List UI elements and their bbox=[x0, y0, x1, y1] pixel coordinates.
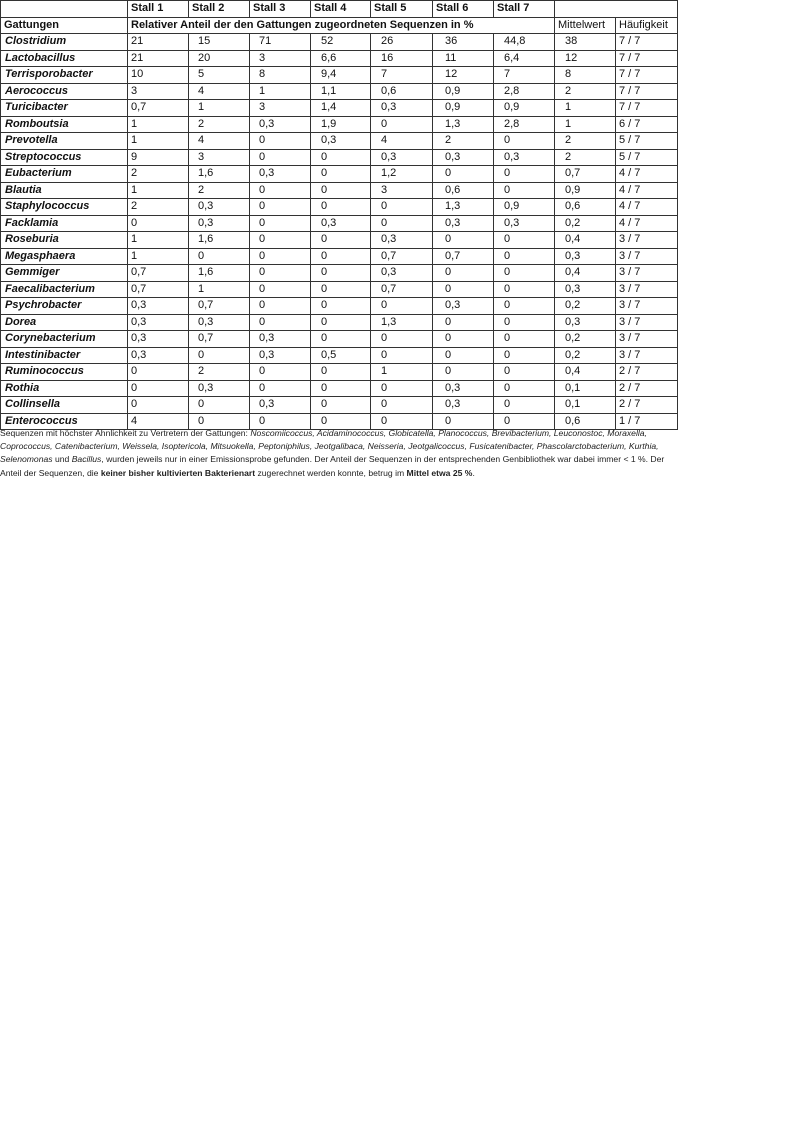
genus-name-cell: Megasphaera bbox=[1, 248, 128, 265]
stall-1-value-cell: 2 bbox=[128, 166, 189, 183]
genus-name-cell: Rothia bbox=[1, 380, 128, 397]
frequency-cell: 7 / 7 bbox=[616, 100, 678, 117]
stall-5-value-cell: 26 bbox=[371, 34, 433, 51]
stall-6-value-cell: 0,6 bbox=[433, 182, 494, 199]
mean-value-cell: 2 bbox=[555, 149, 616, 166]
stall-6-value-cell: 12 bbox=[433, 67, 494, 84]
stall-3-value-cell: 0 bbox=[250, 298, 311, 315]
genus-name-cell: Corynebacterium bbox=[1, 331, 128, 348]
stall-3-value-cell: 0 bbox=[250, 413, 311, 430]
stall-7-value-cell: 0,3 bbox=[494, 215, 555, 232]
table-row bbox=[1, 380, 678, 397]
header-empty-cell bbox=[555, 1, 616, 18]
stall-5-value-cell: 1,3 bbox=[371, 314, 433, 331]
stall-4-value-cell: 1,9 bbox=[311, 116, 371, 133]
stall-3-value-cell: 0 bbox=[250, 182, 311, 199]
stall-1-value-cell: 0,3 bbox=[128, 298, 189, 315]
stall-2-value-cell: 15 bbox=[189, 34, 250, 51]
frequency-cell: 3 / 7 bbox=[616, 314, 678, 331]
stall-7-value-cell: 0 bbox=[494, 248, 555, 265]
stall-5-value-cell: 0 bbox=[371, 199, 433, 216]
genus-name-cell: Ruminococcus bbox=[1, 364, 128, 381]
mean-value-cell: 1 bbox=[555, 116, 616, 133]
stall-1-value-cell: 0,3 bbox=[128, 314, 189, 331]
stall-2-value-cell: 1 bbox=[189, 100, 250, 117]
stall-3-value-cell: 0 bbox=[250, 133, 311, 150]
note-end: . bbox=[472, 467, 475, 478]
stall-5-value-cell: 0 bbox=[371, 116, 433, 133]
table-row bbox=[1, 34, 678, 51]
stall-4-value-cell: 9,4 bbox=[311, 67, 371, 84]
frequency-cell: 7 / 7 bbox=[616, 83, 678, 100]
stall-4-value-cell: 0 bbox=[311, 182, 371, 199]
stall-4-value-cell: 52 bbox=[311, 34, 371, 51]
stall-2-value-cell: 2 bbox=[189, 364, 250, 381]
stall-3-value-cell: 0 bbox=[250, 232, 311, 249]
stall-2-value-cell: 0 bbox=[189, 347, 250, 364]
header-stall-2: Stall 2 bbox=[189, 1, 250, 18]
stall-1-value-cell: 2 bbox=[128, 199, 189, 216]
stall-7-value-cell: 0 bbox=[494, 182, 555, 199]
stall-5-value-cell: 1,2 bbox=[371, 166, 433, 183]
stall-6-value-cell: 0 bbox=[433, 347, 494, 364]
stall-1-value-cell: 0 bbox=[128, 364, 189, 381]
frequency-cell: 3 / 7 bbox=[616, 331, 678, 348]
note-bold-uncultured: keiner bisher kultivierten Bakterienart bbox=[100, 467, 256, 478]
frequency-cell: 3 / 7 bbox=[616, 232, 678, 249]
stall-4-value-cell: 0 bbox=[311, 281, 371, 298]
mean-value-cell: 12 bbox=[555, 50, 616, 67]
stall-1-value-cell: 0,3 bbox=[128, 347, 189, 364]
stall-1-value-cell: 0 bbox=[128, 215, 189, 232]
stall-4-value-cell: 0 bbox=[311, 364, 371, 381]
stall-3-value-cell: 0,3 bbox=[250, 397, 311, 414]
stall-4-value-cell: 0,3 bbox=[311, 215, 371, 232]
stall-3-value-cell: 71 bbox=[250, 34, 311, 51]
stall-2-value-cell: 1,6 bbox=[189, 166, 250, 183]
table-row bbox=[1, 397, 678, 414]
stall-3-value-cell: 0,3 bbox=[250, 347, 311, 364]
mean-value-cell: 0,2 bbox=[555, 215, 616, 232]
genus-name-cell: Romboutsia bbox=[1, 116, 128, 133]
genus-name-cell: Clostridium bbox=[1, 34, 128, 51]
stall-7-value-cell: 0 bbox=[494, 380, 555, 397]
mean-value-cell: 38 bbox=[555, 34, 616, 51]
note-bold-mean: Mittel etwa 25 % bbox=[406, 467, 473, 478]
stall-4-value-cell: 0 bbox=[311, 149, 371, 166]
stall-4-value-cell: 6,6 bbox=[311, 50, 371, 67]
stall-4-value-cell: 0 bbox=[311, 380, 371, 397]
stall-2-value-cell: 4 bbox=[189, 83, 250, 100]
stall-5-value-cell: 0,3 bbox=[371, 265, 433, 282]
stall-7-value-cell: 0,9 bbox=[494, 100, 555, 117]
stall-6-value-cell: 0,9 bbox=[433, 83, 494, 100]
stall-6-value-cell: 1,3 bbox=[433, 116, 494, 133]
table-row bbox=[1, 331, 678, 348]
genus-name-cell: Terrisporobacter bbox=[1, 67, 128, 84]
stall-7-value-cell: 0 bbox=[494, 281, 555, 298]
mean-value-cell: 0,1 bbox=[555, 397, 616, 414]
table-row bbox=[1, 364, 678, 381]
stall-3-value-cell: 0 bbox=[250, 281, 311, 298]
stall-1-value-cell: 1 bbox=[128, 248, 189, 265]
genus-name-cell: Faecalibacterium bbox=[1, 281, 128, 298]
stall-1-value-cell: 0 bbox=[128, 380, 189, 397]
stall-6-value-cell: 2 bbox=[433, 133, 494, 150]
stall-3-value-cell: 0 bbox=[250, 380, 311, 397]
genus-name-cell: Gemmiger bbox=[1, 265, 128, 282]
stall-3-value-cell: 0 bbox=[250, 215, 311, 232]
stall-3-value-cell: 0,3 bbox=[250, 166, 311, 183]
stall-6-value-cell: 0 bbox=[433, 413, 494, 430]
stall-1-value-cell: 1 bbox=[128, 182, 189, 199]
stall-3-value-cell: 0,3 bbox=[250, 331, 311, 348]
mean-value-cell: 0,4 bbox=[555, 232, 616, 249]
mean-value-cell: 1 bbox=[555, 100, 616, 117]
stall-1-value-cell: 10 bbox=[128, 67, 189, 84]
stall-3-value-cell: 0 bbox=[250, 265, 311, 282]
stall-7-value-cell: 6,4 bbox=[494, 50, 555, 67]
mean-value-cell: 2 bbox=[555, 83, 616, 100]
stall-2-value-cell: 1,6 bbox=[189, 265, 250, 282]
genus-name-cell: Dorea bbox=[1, 314, 128, 331]
stall-3-value-cell: 1 bbox=[250, 83, 311, 100]
header-stall-3: Stall 3 bbox=[250, 1, 311, 18]
stall-3-value-cell: 3 bbox=[250, 50, 311, 67]
stall-2-value-cell: 0,7 bbox=[189, 298, 250, 315]
mean-value-cell: 8 bbox=[555, 67, 616, 84]
header-stall-7: Stall 7 bbox=[494, 1, 555, 18]
stall-1-value-cell: 3 bbox=[128, 83, 189, 100]
stall-5-value-cell: 0 bbox=[371, 413, 433, 430]
stall-7-value-cell: 2,8 bbox=[494, 83, 555, 100]
stall-5-value-cell: 0 bbox=[371, 298, 433, 315]
stall-2-value-cell: 4 bbox=[189, 133, 250, 150]
stall-4-value-cell: 0 bbox=[311, 232, 371, 249]
stall-7-value-cell: 0 bbox=[494, 347, 555, 364]
stall-7-value-cell: 44,8 bbox=[494, 34, 555, 51]
stall-5-value-cell: 4 bbox=[371, 133, 433, 150]
stall-5-value-cell: 0,6 bbox=[371, 83, 433, 100]
mean-value-cell: 0,2 bbox=[555, 331, 616, 348]
header-stall-5: Stall 5 bbox=[371, 1, 433, 18]
mean-value-cell: 0,7 bbox=[555, 166, 616, 183]
stall-6-value-cell: 0,3 bbox=[433, 149, 494, 166]
stall-1-value-cell: 0,3 bbox=[128, 331, 189, 348]
stall-7-value-cell: 0,3 bbox=[494, 149, 555, 166]
frequency-cell: 4 / 7 bbox=[616, 166, 678, 183]
frequency-cell: 4 / 7 bbox=[616, 199, 678, 216]
stall-5-value-cell: 0 bbox=[371, 331, 433, 348]
mean-value-cell: 0,3 bbox=[555, 281, 616, 298]
mean-value-cell: 0,3 bbox=[555, 248, 616, 265]
header-empty-cell bbox=[1, 1, 128, 18]
mean-value-cell: 0,3 bbox=[555, 314, 616, 331]
table-row bbox=[1, 116, 678, 133]
stall-2-value-cell: 0 bbox=[189, 248, 250, 265]
stall-2-value-cell: 0 bbox=[189, 413, 250, 430]
stall-3-value-cell: 0 bbox=[250, 364, 311, 381]
stall-4-value-cell: 0 bbox=[311, 199, 371, 216]
header-genus: Gattungen bbox=[1, 17, 128, 34]
genus-name-cell: Enterococcus bbox=[1, 413, 128, 430]
frequency-cell: 4 / 7 bbox=[616, 215, 678, 232]
mean-value-cell: 0,6 bbox=[555, 413, 616, 430]
stall-2-value-cell: 3 bbox=[189, 149, 250, 166]
stall-5-value-cell: 0 bbox=[371, 347, 433, 364]
stall-2-value-cell: 0 bbox=[189, 397, 250, 414]
stall-5-value-cell: 7 bbox=[371, 67, 433, 84]
genus-name-cell: Psychrobacter bbox=[1, 298, 128, 315]
header-empty-cell bbox=[616, 1, 678, 18]
header-relative-share: Relativer Anteil der den Gattungen zugeordneten Sequenzen in % bbox=[128, 17, 555, 34]
frequency-cell: 7 / 7 bbox=[616, 67, 678, 84]
stall-2-value-cell: 5 bbox=[189, 67, 250, 84]
frequency-cell: 7 / 7 bbox=[616, 34, 678, 51]
stall-6-value-cell: 0 bbox=[433, 331, 494, 348]
stall-1-value-cell: 9 bbox=[128, 149, 189, 166]
stall-2-value-cell: 0,3 bbox=[189, 314, 250, 331]
stall-7-value-cell: 0 bbox=[494, 298, 555, 315]
stall-4-value-cell: 0 bbox=[311, 413, 371, 430]
stall-6-value-cell: 0 bbox=[433, 265, 494, 282]
stall-5-value-cell: 0,3 bbox=[371, 232, 433, 249]
mean-value-cell: 0,2 bbox=[555, 347, 616, 364]
note-lead: Sequenzen mit höchster Ähnlichkeit zu Vertretern der Gattungen: bbox=[0, 428, 251, 438]
stall-6-value-cell: 0 bbox=[433, 364, 494, 381]
table-row bbox=[1, 67, 678, 84]
table-row bbox=[1, 199, 678, 216]
frequency-cell: 5 / 7 bbox=[616, 133, 678, 150]
genus-name-cell: Lactobacillus bbox=[1, 50, 128, 67]
stall-2-value-cell: 0,3 bbox=[189, 380, 250, 397]
stall-7-value-cell: 0 bbox=[494, 166, 555, 183]
stall-5-value-cell: 0 bbox=[371, 397, 433, 414]
genus-name-cell: Turicibacter bbox=[1, 100, 128, 117]
frequency-cell: 2 / 7 bbox=[616, 380, 678, 397]
stall-5-value-cell: 0 bbox=[371, 215, 433, 232]
stall-4-value-cell: 0 bbox=[311, 298, 371, 315]
genus-name-cell: Blautia bbox=[1, 182, 128, 199]
stall-1-value-cell: 4 bbox=[128, 413, 189, 430]
header-row-labels bbox=[1, 17, 678, 34]
stall-6-value-cell: 0 bbox=[433, 232, 494, 249]
stall-6-value-cell: 0,9 bbox=[433, 100, 494, 117]
stall-6-value-cell: 0,3 bbox=[433, 380, 494, 397]
genus-name-cell: Collinsella bbox=[1, 397, 128, 414]
stall-7-value-cell: 0 bbox=[494, 265, 555, 282]
stall-1-value-cell: 1 bbox=[128, 232, 189, 249]
table-footnote bbox=[0, 427, 680, 480]
stall-5-value-cell: 1 bbox=[371, 364, 433, 381]
stall-1-value-cell: 0,7 bbox=[128, 265, 189, 282]
frequency-cell: 7 / 7 bbox=[616, 50, 678, 67]
table-row bbox=[1, 347, 678, 364]
frequency-cell: 6 / 7 bbox=[616, 116, 678, 133]
stall-6-value-cell: 0,7 bbox=[433, 248, 494, 265]
stall-7-value-cell: 7 bbox=[494, 67, 555, 84]
stall-7-value-cell: 2,8 bbox=[494, 116, 555, 133]
table-row bbox=[1, 50, 678, 67]
stall-7-value-cell: 0 bbox=[494, 133, 555, 150]
stall-2-value-cell: 2 bbox=[189, 116, 250, 133]
stall-5-value-cell: 0,7 bbox=[371, 248, 433, 265]
mean-value-cell: 2 bbox=[555, 133, 616, 150]
table-row bbox=[1, 265, 678, 282]
stall-6-value-cell: 0,3 bbox=[433, 298, 494, 315]
table-row bbox=[1, 149, 678, 166]
stall-1-value-cell: 21 bbox=[128, 50, 189, 67]
table-row bbox=[1, 133, 678, 150]
table-row bbox=[1, 182, 678, 199]
stall-7-value-cell: 0 bbox=[494, 331, 555, 348]
stall-4-value-cell: 1,4 bbox=[311, 100, 371, 117]
stall-7-value-cell: 0 bbox=[494, 364, 555, 381]
table-row bbox=[1, 166, 678, 183]
note-middle-2: zugerechnet werden konnte, betrug im bbox=[255, 467, 407, 478]
stall-2-value-cell: 0,3 bbox=[189, 199, 250, 216]
table-row bbox=[1, 298, 678, 315]
stall-4-value-cell: 0 bbox=[311, 314, 371, 331]
note-and: und bbox=[52, 454, 72, 465]
stall-3-value-cell: 3 bbox=[250, 100, 311, 117]
stall-1-value-cell: 0,7 bbox=[128, 281, 189, 298]
stall-2-value-cell: 20 bbox=[189, 50, 250, 67]
stall-5-value-cell: 0 bbox=[371, 380, 433, 397]
stall-2-value-cell: 0,7 bbox=[189, 331, 250, 348]
stall-3-value-cell: 0 bbox=[250, 314, 311, 331]
stall-3-value-cell: 0 bbox=[250, 199, 311, 216]
stall-6-value-cell: 36 bbox=[433, 34, 494, 51]
stall-7-value-cell: 0 bbox=[494, 314, 555, 331]
stall-5-value-cell: 0,3 bbox=[371, 100, 433, 117]
stall-3-value-cell: 8 bbox=[250, 67, 311, 84]
note-middle: , wurden jeweils nur in einer Emissionsprobe gefunden. Der Anteil der Sequenzen in der entsprechenden Genbibliothek war dabei immer < 1 %. Der Anteil der Sequenzen, die bbox=[0, 454, 665, 478]
stall-6-value-cell: 0 bbox=[433, 281, 494, 298]
frequency-cell: 5 / 7 bbox=[616, 149, 678, 166]
stall-6-value-cell: 11 bbox=[433, 50, 494, 67]
frequency-cell: 3 / 7 bbox=[616, 298, 678, 315]
mean-value-cell: 0,2 bbox=[555, 298, 616, 315]
stall-6-value-cell: 1,3 bbox=[433, 199, 494, 216]
stall-5-value-cell: 0,7 bbox=[371, 281, 433, 298]
stall-7-value-cell: 0 bbox=[494, 413, 555, 430]
stall-2-value-cell: 1 bbox=[189, 281, 250, 298]
note-genus-bacillus: Bacillus bbox=[71, 454, 102, 465]
frequency-cell: 3 / 7 bbox=[616, 281, 678, 298]
header-stall-4: Stall 4 bbox=[311, 1, 371, 18]
table-row bbox=[1, 83, 678, 100]
stall-7-value-cell: 0,9 bbox=[494, 199, 555, 216]
stall-6-value-cell: 0,3 bbox=[433, 215, 494, 232]
stall-6-value-cell: 0 bbox=[433, 314, 494, 331]
genus-name-cell: Intestinibacter bbox=[1, 347, 128, 364]
stall-1-value-cell: 21 bbox=[128, 34, 189, 51]
stall-4-value-cell: 0 bbox=[311, 397, 371, 414]
stall-4-value-cell: 0 bbox=[311, 331, 371, 348]
genus-name-cell: Streptococcus bbox=[1, 149, 128, 166]
frequency-cell: 1 / 7 bbox=[616, 413, 678, 430]
genus-name-cell: Prevotella bbox=[1, 133, 128, 150]
frequency-cell: 4 / 7 bbox=[616, 182, 678, 199]
stall-5-value-cell: 3 bbox=[371, 182, 433, 199]
table-row bbox=[1, 215, 678, 232]
stall-4-value-cell: 0 bbox=[311, 166, 371, 183]
stall-2-value-cell: 1,6 bbox=[189, 232, 250, 249]
stall-2-value-cell: 2 bbox=[189, 182, 250, 199]
frequency-cell: 2 / 7 bbox=[616, 397, 678, 414]
mean-value-cell: 0,4 bbox=[555, 364, 616, 381]
table-row bbox=[1, 314, 678, 331]
header-row-stalls bbox=[1, 1, 678, 18]
header-mean: Mittelwert bbox=[555, 17, 616, 34]
table-row bbox=[1, 248, 678, 265]
stall-7-value-cell: 0 bbox=[494, 232, 555, 249]
stall-5-value-cell: 0,3 bbox=[371, 149, 433, 166]
stall-1-value-cell: 0,7 bbox=[128, 100, 189, 117]
stall-5-value-cell: 16 bbox=[371, 50, 433, 67]
stall-3-value-cell: 0 bbox=[250, 149, 311, 166]
stall-4-value-cell: 0,3 bbox=[311, 133, 371, 150]
genus-name-cell: Roseburia bbox=[1, 232, 128, 249]
table-row bbox=[1, 100, 678, 117]
genus-name-cell: Eubacterium bbox=[1, 166, 128, 183]
stall-4-value-cell: 1,1 bbox=[311, 83, 371, 100]
stall-3-value-cell: 0,3 bbox=[250, 116, 311, 133]
frequency-cell: 3 / 7 bbox=[616, 347, 678, 364]
stall-1-value-cell: 1 bbox=[128, 116, 189, 133]
frequency-cell: 3 / 7 bbox=[616, 265, 678, 282]
mean-value-cell: 0,6 bbox=[555, 199, 616, 216]
mean-value-cell: 0,9 bbox=[555, 182, 616, 199]
table-row bbox=[1, 281, 678, 298]
stall-2-value-cell: 0,3 bbox=[189, 215, 250, 232]
note-genera-list: Noscomiicoccus, Acidaminococcus, Globicatella, Planococcus, Brevibacterium, Leuconostoc, Moraxella, Coprococcus, Catenibacterium, Weissela, Isoptericola, Mitsuokella, Peptoniphilus, Jeotgalibaca, Neisseria, Jeotgalicoccus, Fusicatenibacter, Phascolarctobacterium, Kurthia, Selenomonas bbox=[0, 428, 659, 465]
mean-value-cell: 0,4 bbox=[555, 265, 616, 282]
stall-1-value-cell: 0 bbox=[128, 397, 189, 414]
stall-1-value-cell: 1 bbox=[128, 133, 189, 150]
genus-name-cell: Aerococcus bbox=[1, 83, 128, 100]
genus-name-cell: Facklamia bbox=[1, 215, 128, 232]
header-frequency: Häufigkeit bbox=[616, 17, 678, 34]
table-row bbox=[1, 232, 678, 249]
stall-3-value-cell: 0 bbox=[250, 248, 311, 265]
frequency-cell: 3 / 7 bbox=[616, 248, 678, 265]
header-stall-6: Stall 6 bbox=[433, 1, 494, 18]
genus-name-cell: Staphylococcus bbox=[1, 199, 128, 216]
stall-4-value-cell: 0 bbox=[311, 265, 371, 282]
stall-4-value-cell: 0 bbox=[311, 248, 371, 265]
header-stall-1: Stall 1 bbox=[128, 1, 189, 18]
frequency-cell: 2 / 7 bbox=[616, 364, 678, 381]
genus-table bbox=[0, 0, 678, 430]
stall-7-value-cell: 0 bbox=[494, 397, 555, 414]
stall-4-value-cell: 0,5 bbox=[311, 347, 371, 364]
stall-6-value-cell: 0 bbox=[433, 166, 494, 183]
mean-value-cell: 0,1 bbox=[555, 380, 616, 397]
stall-6-value-cell: 0,3 bbox=[433, 397, 494, 414]
